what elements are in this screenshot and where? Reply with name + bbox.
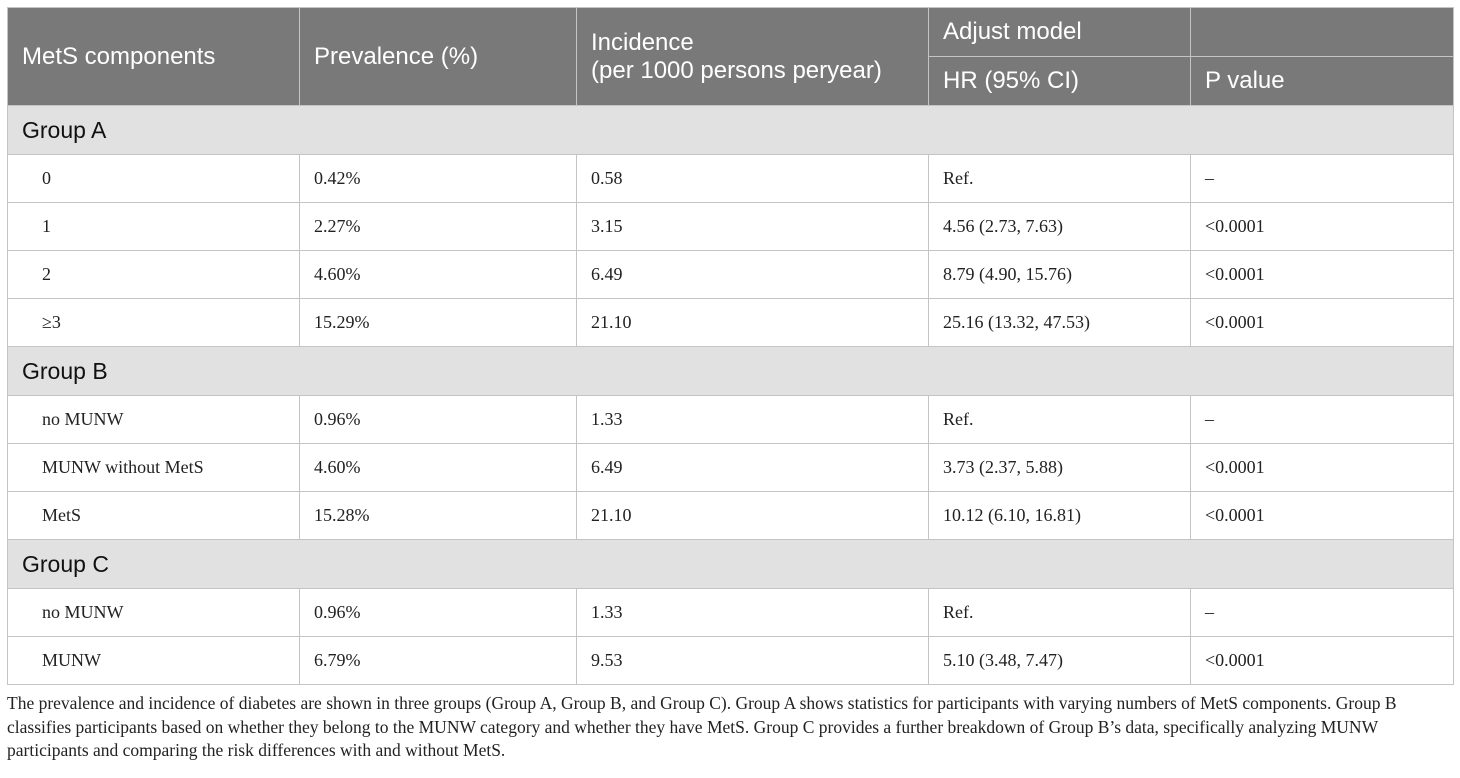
cell-component: 1 bbox=[8, 203, 300, 251]
cell-prevalence: 6.79% bbox=[300, 637, 577, 685]
cell-component: MUNW bbox=[8, 637, 300, 685]
cell-incidence: 9.53 bbox=[577, 637, 929, 685]
cell-component: no MUNW bbox=[8, 396, 300, 444]
cell-p-value: – bbox=[1191, 155, 1454, 203]
table-header bbox=[8, 8, 1454, 106]
cell-prevalence: 4.60% bbox=[300, 444, 577, 492]
results-table bbox=[7, 7, 1454, 685]
table-row bbox=[8, 396, 1454, 444]
cell-incidence: 21.10 bbox=[577, 492, 929, 540]
cell-p-value: – bbox=[1191, 396, 1454, 444]
cell-prevalence: 15.29% bbox=[300, 299, 577, 347]
cell-incidence: 1.33 bbox=[577, 589, 929, 637]
table-row bbox=[8, 251, 1454, 299]
table-row bbox=[8, 444, 1454, 492]
cell-p-value: <0.0001 bbox=[1191, 299, 1454, 347]
cell-incidence: 0.58 bbox=[577, 155, 929, 203]
cell-prevalence: 4.60% bbox=[300, 251, 577, 299]
header-mets-components: MetS components bbox=[8, 8, 300, 106]
cell-p-value: <0.0001 bbox=[1191, 444, 1454, 492]
group-row bbox=[8, 106, 1454, 155]
table-row bbox=[8, 492, 1454, 540]
group-label: Group B bbox=[8, 347, 1454, 396]
header-incidence bbox=[577, 8, 929, 106]
header-hr: HR (95% CI) bbox=[929, 57, 1191, 106]
table-footnote: The prevalence and incidence of diabetes are shown in three groups (Group A, Group B, and Group C). Group A shows statistics for participants with varying numbers of MetS components. Group B classifies participants based on whether they belong to the MUNW category and whether they have MetS. Group C provides a further breakdown of Group B’s data, specifically analyzing MUNW participants and comparing the risk differences with and without MetS. bbox=[7, 693, 1397, 760]
cell-hr: 8.79 (4.90, 15.76) bbox=[929, 251, 1191, 299]
cell-p-value: <0.0001 bbox=[1191, 203, 1454, 251]
cell-incidence: 6.49 bbox=[577, 444, 929, 492]
header-incidence-line2: (per 1000 persons peryear) bbox=[591, 56, 882, 84]
cell-p-value: <0.0001 bbox=[1191, 637, 1454, 685]
cell-hr: Ref. bbox=[929, 155, 1191, 203]
cell-component: ≥3 bbox=[8, 299, 300, 347]
cell-component: no MUNW bbox=[8, 589, 300, 637]
header-p-value: P value bbox=[1191, 57, 1454, 106]
cell-p-value: <0.0001 bbox=[1191, 251, 1454, 299]
cell-hr: Ref. bbox=[929, 396, 1191, 444]
header-incidence-line1: Incidence bbox=[591, 28, 694, 56]
cell-prevalence: 0.96% bbox=[300, 589, 577, 637]
header-adjust-model: Adjust model bbox=[929, 8, 1191, 57]
cell-hr: 4.56 (2.73, 7.63) bbox=[929, 203, 1191, 251]
group-label: Group C bbox=[8, 540, 1454, 589]
table-row bbox=[8, 203, 1454, 251]
cell-p-value: – bbox=[1191, 589, 1454, 637]
group-row bbox=[8, 347, 1454, 396]
table-row bbox=[8, 155, 1454, 203]
cell-hr: Ref. bbox=[929, 589, 1191, 637]
table-container bbox=[7, 7, 1453, 763]
cell-prevalence: 15.28% bbox=[300, 492, 577, 540]
cell-component: MUNW without MetS bbox=[8, 444, 300, 492]
header-empty bbox=[1191, 8, 1454, 57]
cell-component: 0 bbox=[8, 155, 300, 203]
table-row bbox=[8, 637, 1454, 685]
cell-incidence: 6.49 bbox=[577, 251, 929, 299]
cell-p-value: <0.0001 bbox=[1191, 492, 1454, 540]
group-label: Group A bbox=[8, 106, 1454, 155]
group-row bbox=[8, 540, 1454, 589]
cell-prevalence: 2.27% bbox=[300, 203, 577, 251]
cell-hr: 5.10 (3.48, 7.47) bbox=[929, 637, 1191, 685]
header-prevalence: Prevalence (%) bbox=[300, 8, 577, 106]
table-row bbox=[8, 299, 1454, 347]
cell-component: MetS bbox=[8, 492, 300, 540]
cell-hr: 25.16 (13.32, 47.53) bbox=[929, 299, 1191, 347]
table-body bbox=[8, 106, 1454, 685]
cell-prevalence: 0.42% bbox=[300, 155, 577, 203]
cell-hr: 3.73 (2.37, 5.88) bbox=[929, 444, 1191, 492]
cell-incidence: 3.15 bbox=[577, 203, 929, 251]
cell-incidence: 21.10 bbox=[577, 299, 929, 347]
table-row bbox=[8, 589, 1454, 637]
cell-incidence: 1.33 bbox=[577, 396, 929, 444]
cell-component: 2 bbox=[8, 251, 300, 299]
cell-prevalence: 0.96% bbox=[300, 396, 577, 444]
cell-hr: 10.12 (6.10, 16.81) bbox=[929, 492, 1191, 540]
